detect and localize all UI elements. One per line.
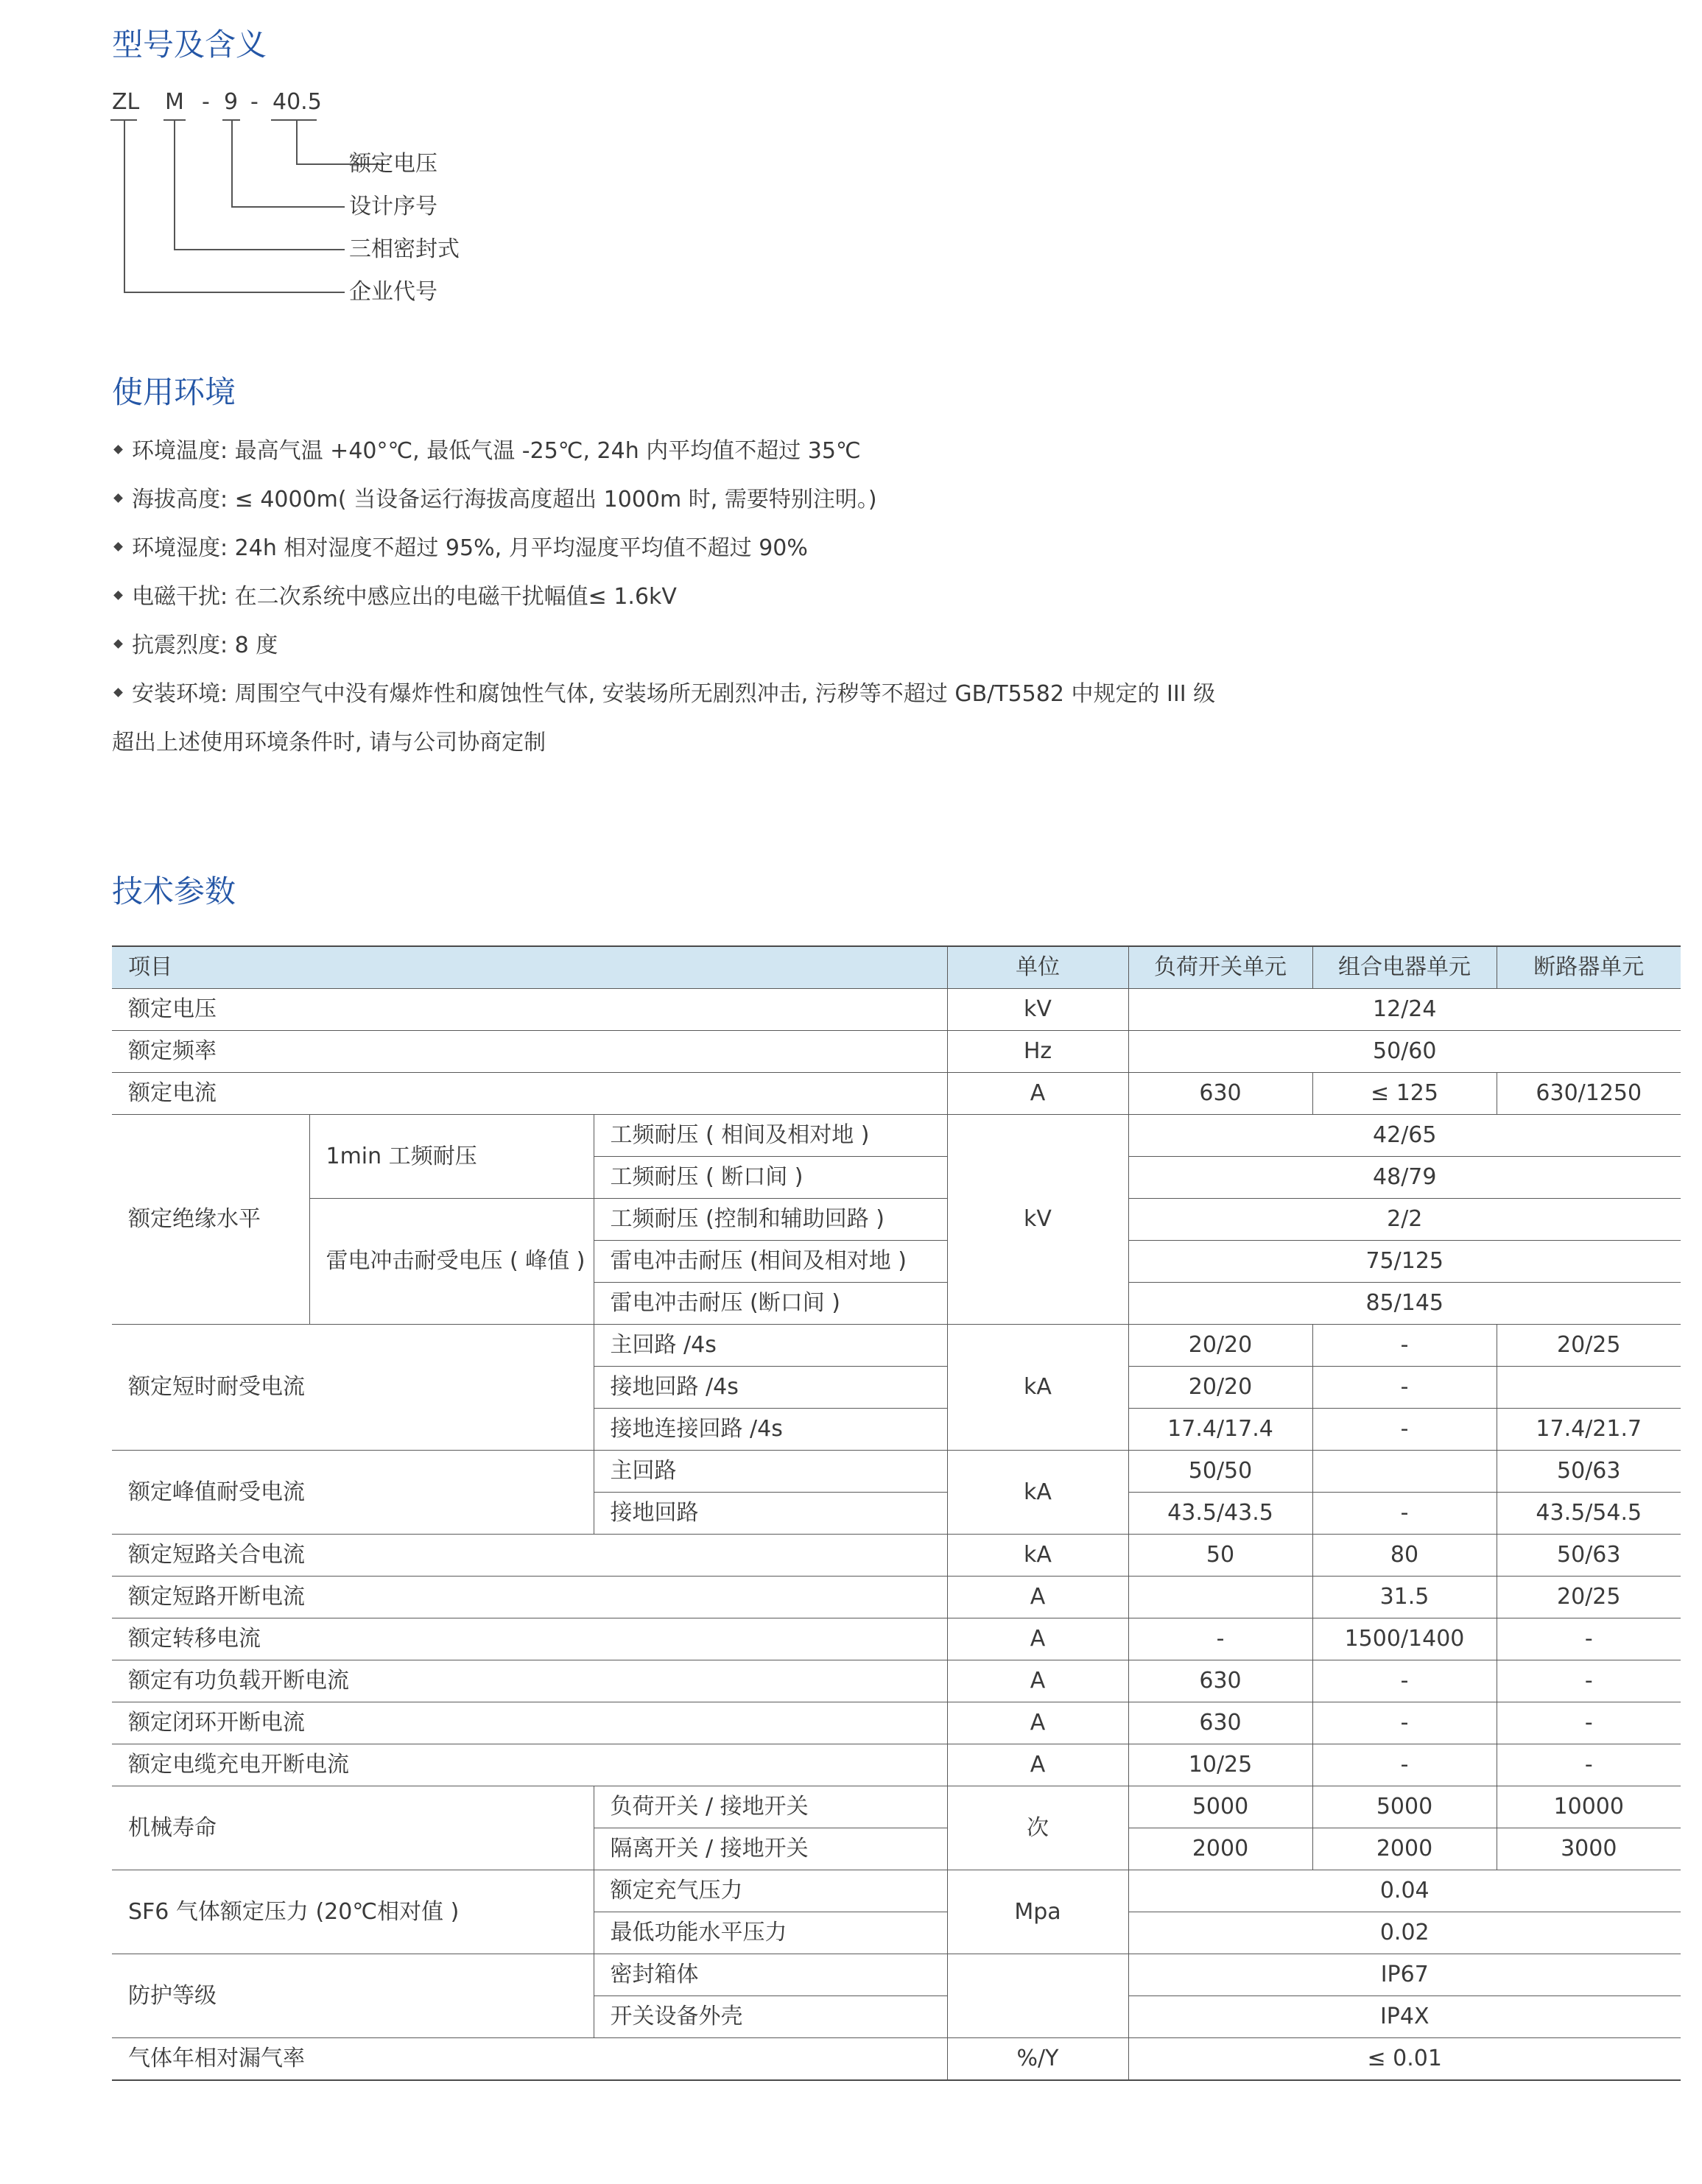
table-row: [112, 1115, 1681, 1157]
param-group: 1min 工频耐压: [309, 1115, 594, 1199]
param-name: 额定电缆充电开断电流: [112, 1744, 947, 1786]
table-row: [112, 1535, 1681, 1577]
param-value: -: [1312, 1325, 1497, 1367]
env-item: 海拔高度: ≤ 4000m( 当设备运行海拔高度超出 1000m 时, 需要特别注明。): [112, 489, 877, 511]
param-name: 额定峰值耐受电流: [112, 1451, 594, 1535]
header-breaker-unit: 断路器单元: [1497, 946, 1681, 989]
param-name: 额定短路开断电流: [112, 1577, 947, 1618]
table-row: [112, 1031, 1681, 1073]
param-value: 0.02: [1128, 1912, 1681, 1954]
param-value: ≤ 125: [1312, 1073, 1497, 1115]
env-item: 安装环境: 周围空气中没有爆炸性和腐蚀性气体, 安装场所无剧烈冲击, 污秽等不超过 GB/T5582 中规定的 III 级: [112, 683, 1215, 705]
parameters-table: [112, 945, 1681, 2081]
model-code-part: -: [250, 89, 259, 115]
param-unit: [947, 1954, 1128, 2038]
param-value: 50: [1128, 1535, 1312, 1577]
model-label-three-phase-sealed: 三相密封式: [349, 236, 460, 262]
param-value: 48/79: [1128, 1157, 1681, 1199]
param-value: 50/63: [1497, 1535, 1681, 1577]
param-sub: 主回路 /4s: [594, 1325, 947, 1367]
param-sub: 最低功能水平压力: [594, 1912, 947, 1954]
table-row: [112, 1660, 1681, 1702]
bullet-icon: [113, 639, 123, 649]
table-row: [112, 989, 1681, 1031]
model-label-company-code: 企业代号: [349, 279, 437, 305]
param-value: 630: [1128, 1073, 1312, 1115]
param-unit: kA: [947, 1451, 1128, 1535]
param-value: 3000: [1497, 1828, 1681, 1870]
param-value: 2000: [1312, 1828, 1497, 1870]
bullet-icon: [113, 688, 123, 697]
param-value: -: [1312, 1660, 1497, 1702]
param-sub: 主回路: [594, 1451, 947, 1493]
param-value: 12/24: [1128, 989, 1681, 1031]
param-value: [1128, 1577, 1312, 1618]
table-row: [112, 1702, 1681, 1744]
param-value: 630: [1128, 1702, 1312, 1744]
param-sub: 工频耐压 ( 相间及相对地 ): [594, 1115, 947, 1157]
section-title-environment: 使用环境: [112, 374, 236, 410]
param-sub: 雷电冲击耐压 (断口间 ): [594, 1283, 947, 1325]
table-row: [112, 1618, 1681, 1660]
param-sub: 接地连接回路 /4s: [594, 1409, 947, 1451]
param-name: 额定电流: [112, 1073, 947, 1115]
param-unit: A: [947, 1618, 1128, 1660]
header-unit: 单位: [947, 946, 1128, 989]
param-unit: kA: [947, 1535, 1128, 1577]
param-value: 2000: [1128, 1828, 1312, 1870]
table-row: [112, 1786, 1681, 1828]
param-value: ≤ 0.01: [1128, 2038, 1681, 2081]
param-name: 额定转移电流: [112, 1618, 947, 1660]
bullet-icon: [113, 591, 123, 600]
param-name: SF6 气体额定压力 (20℃相对值 ): [112, 1870, 594, 1954]
param-unit: kA: [947, 1325, 1128, 1451]
model-code-part: ZL: [112, 89, 140, 115]
param-unit: A: [947, 1073, 1128, 1115]
param-value: -: [1497, 1660, 1681, 1702]
param-unit: %/Y: [947, 2038, 1128, 2081]
param-value: -: [1312, 1702, 1497, 1744]
param-unit: kV: [947, 1115, 1128, 1325]
model-label-design-serial: 设计序号: [349, 194, 437, 219]
param-name: 额定绝缘水平: [112, 1115, 309, 1325]
env-item: 抗震烈度: 8 度: [112, 635, 278, 657]
section-title-parameters: 技术参数: [112, 873, 236, 909]
table-row: [112, 1577, 1681, 1618]
leader-line: [174, 249, 345, 250]
param-unit: A: [947, 1702, 1128, 1744]
model-code-part: 9: [224, 89, 239, 115]
param-value: 630: [1128, 1660, 1312, 1702]
table-row: [112, 1744, 1681, 1786]
param-value: 20/25: [1497, 1325, 1681, 1367]
leader-line: [124, 119, 125, 293]
header-combined-unit: 组合电器单元: [1312, 946, 1497, 989]
leader-line: [296, 119, 298, 165]
underline: [271, 119, 317, 121]
table-header-row: [112, 946, 1681, 989]
param-value: 20/20: [1128, 1325, 1312, 1367]
param-value: -: [1312, 1409, 1497, 1451]
header-item: 项目: [112, 946, 947, 989]
param-value: 17.4/17.4: [1128, 1409, 1312, 1451]
param-value: [1312, 1451, 1497, 1493]
param-name: 额定有功负载开断电流: [112, 1660, 947, 1702]
param-value: 50/60: [1128, 1031, 1681, 1073]
param-value: 43.5/43.5: [1128, 1493, 1312, 1535]
param-value: 42/65: [1128, 1115, 1681, 1157]
table-row: [112, 1870, 1681, 1912]
param-value: 5000: [1128, 1786, 1312, 1828]
param-group: 雷电冲击耐受电压 ( 峰值 ): [309, 1199, 594, 1325]
param-value: 0.04: [1128, 1870, 1681, 1912]
leader-line: [231, 206, 345, 208]
param-sub: 接地回路 /4s: [594, 1367, 947, 1409]
param-value: 43.5/54.5: [1497, 1493, 1681, 1535]
param-value: -: [1312, 1744, 1497, 1786]
bullet-icon: [113, 493, 123, 503]
param-name: 额定短路关合电流: [112, 1535, 947, 1577]
param-unit: 次: [947, 1786, 1128, 1870]
leader-line: [174, 119, 175, 250]
table-row: [112, 1954, 1681, 1996]
param-name: 气体年相对漏气率: [112, 2038, 947, 2081]
param-unit: A: [947, 1577, 1128, 1618]
param-value: -: [1497, 1702, 1681, 1744]
param-value: -: [1312, 1493, 1497, 1535]
param-sub: 额定充气压力: [594, 1870, 947, 1912]
param-value: 50/63: [1497, 1451, 1681, 1493]
param-name: 额定短时耐受电流: [112, 1325, 594, 1451]
env-item: 电磁干扰: 在二次系统中感应出的电磁干扰幅值≤ 1.6kV: [112, 586, 677, 608]
param-value: 17.4/21.7: [1497, 1409, 1681, 1451]
param-sub: 开关设备外壳: [594, 1996, 947, 2038]
param-value: 10/25: [1128, 1744, 1312, 1786]
param-sub: 密封箱体: [594, 1954, 947, 1996]
header-load-switch-unit: 负荷开关单元: [1128, 946, 1312, 989]
bullet-icon: [113, 445, 123, 454]
param-value: 31.5: [1312, 1577, 1497, 1618]
param-name: 机械寿命: [112, 1786, 594, 1870]
param-name: 额定电压: [112, 989, 947, 1031]
param-value: 20/20: [1128, 1367, 1312, 1409]
param-name: 防护等级: [112, 1954, 594, 2038]
param-value: -: [1497, 1744, 1681, 1786]
param-value: -: [1312, 1367, 1497, 1409]
param-value: 10000: [1497, 1786, 1681, 1828]
param-name: 额定频率: [112, 1031, 947, 1073]
param-sub: 工频耐压 (控制和辅助回路 ): [594, 1199, 947, 1241]
model-code-part: M: [165, 89, 184, 115]
param-sub: 接地回路: [594, 1493, 947, 1535]
env-note: 超出上述使用环境条件时, 请与公司协商定制: [112, 730, 546, 755]
model-code-part: 40.5: [272, 89, 322, 115]
param-value: -: [1128, 1618, 1312, 1660]
param-unit: Mpa: [947, 1870, 1128, 1954]
table-row: [112, 1325, 1681, 1367]
param-unit: A: [947, 1744, 1128, 1786]
model-label-rated-voltage: 额定电压: [349, 151, 437, 177]
param-value: 80: [1312, 1535, 1497, 1577]
env-item: 环境温度: 最高气温 +40°℃, 最低气温 -25℃, 24h 内平均值不超过 35℃: [112, 440, 861, 462]
table-row: [112, 1451, 1681, 1493]
param-value: 20/25: [1497, 1577, 1681, 1618]
param-value: 50/50: [1128, 1451, 1312, 1493]
param-value: 5000: [1312, 1786, 1497, 1828]
env-item: 环境湿度: 24h 相对湿度不超过 95%, 月平均湿度平均值不超过 90%: [112, 538, 808, 560]
param-unit: Hz: [947, 1031, 1128, 1073]
table-row: [112, 1073, 1681, 1115]
param-sub: 工频耐压 ( 断口间 ): [594, 1157, 947, 1199]
param-unit: kV: [947, 989, 1128, 1031]
section-title-model: 型号及含义: [112, 27, 267, 63]
param-value: 85/145: [1128, 1283, 1681, 1325]
param-value: IP4X: [1128, 1996, 1681, 2038]
model-code-part: -: [202, 89, 210, 115]
table-row: [112, 2038, 1681, 2081]
param-sub: 雷电冲击耐压 (相间及相对地 ): [594, 1241, 947, 1283]
table-row: [112, 1199, 1681, 1241]
param-sub: 负荷开关 / 接地开关: [594, 1786, 947, 1828]
bullet-icon: [113, 542, 123, 552]
param-value: 630/1250: [1497, 1073, 1681, 1115]
param-name: 额定闭环开断电流: [112, 1702, 947, 1744]
leader-line: [124, 292, 345, 293]
param-unit: A: [947, 1660, 1128, 1702]
param-value: -: [1497, 1618, 1681, 1660]
leader-line: [231, 119, 233, 208]
param-value: 2/2: [1128, 1199, 1681, 1241]
param-value: IP67: [1128, 1954, 1681, 1996]
param-value: 75/125: [1128, 1241, 1681, 1283]
param-sub: 隔离开关 / 接地开关: [594, 1828, 947, 1870]
model-code-diagram: [110, 87, 523, 323]
param-value: 1500/1400: [1312, 1618, 1497, 1660]
param-value: [1497, 1367, 1681, 1409]
